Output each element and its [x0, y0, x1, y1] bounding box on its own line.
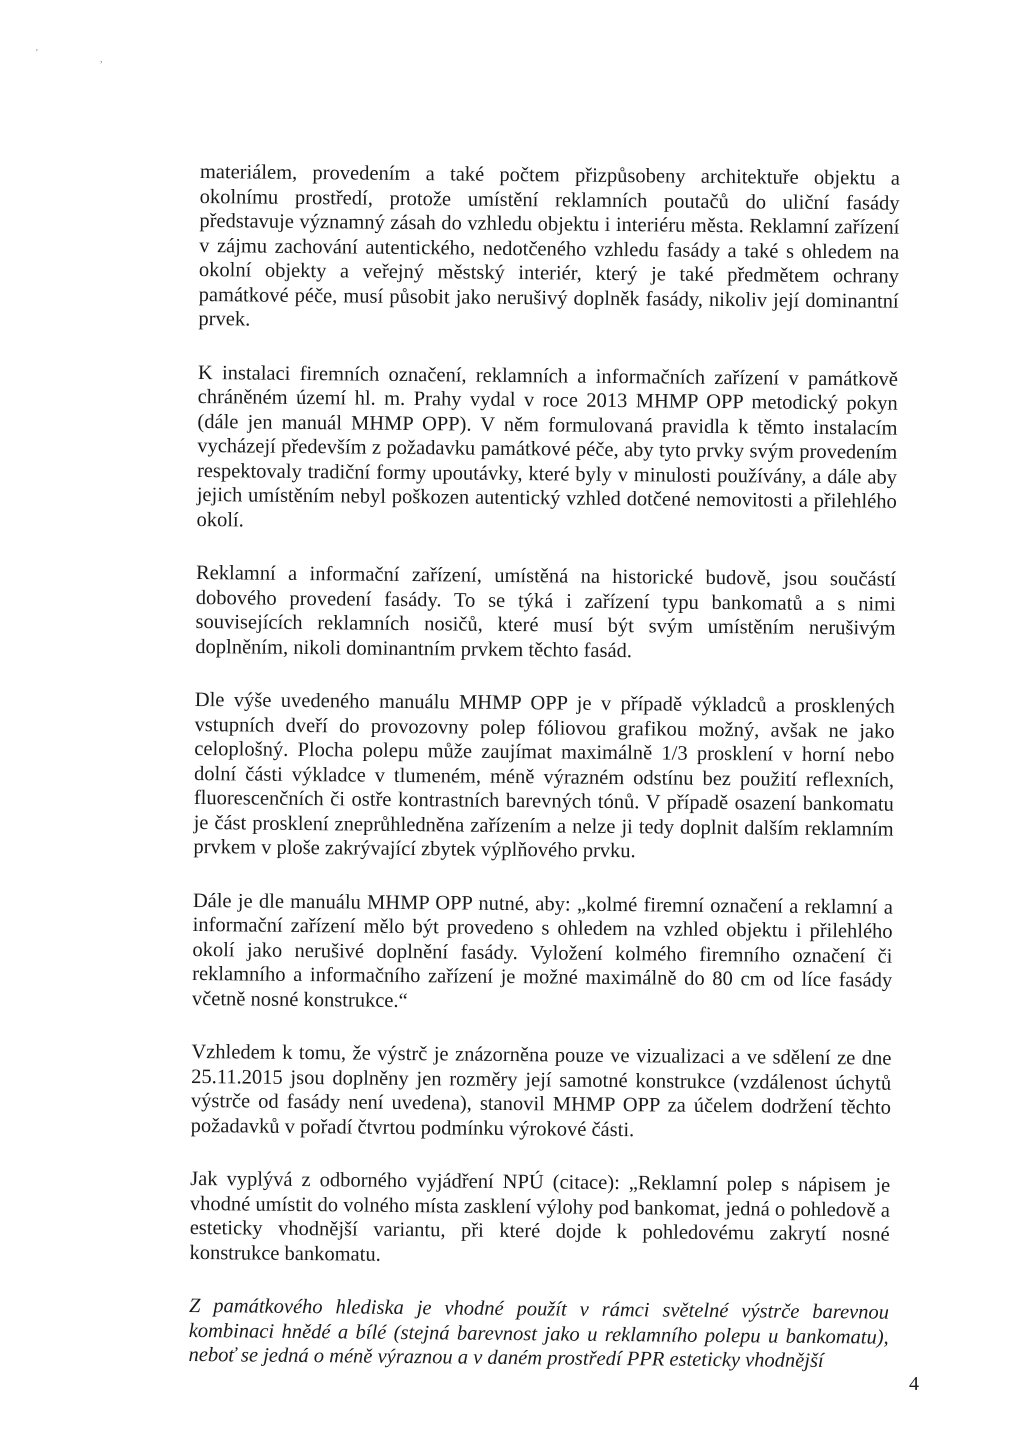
- paragraph-7-quote: Jak vyplývá z odborného vyjádření NPÚ (citace): „Reklamní polep s nápisem je vhodné umístit do volného místa zasklení výlohy pod bankomat, jedná o pohledově a esteticky vhodnější variantu, při které dojde k pohledovému zakrytí nosné konstrukce bankomatu.: [189, 1167, 891, 1266]
- paragraph-2: K instalaci firemních označení, reklamních a informačních zařízení v památkově chráněném území hl. m. Prahy vydal v roce 2013 MHMP OPP metodický pokyn (dále jen manuál MHMP OPP). V něm formulovaná pravidla k těmto instalacím vycházejí především z požadavku památkové péče, aby tyto prvky svým provedením respektovaly tradiční formy upoutávky, které byly v minulosti používány, a dále aby jejich umístěním nebyl poškozen autentický vzhled dotčené nemovitosti a přilehlého okolí.: [196, 361, 899, 531]
- paragraph-8-italic: Z památkového hlediska je vhodné použít v rámci světelné výstrče barevnou kombinaci hnědé a bílé (stejná barevnost jako u reklamního polepu u bankomatu), neboť se jedná o méně výraznou a v daném prostředí PPR esteticky vhodnější: [188, 1294, 890, 1373]
- paragraph-6: Vzhledem k tomu, že výstrč je znázorněna pouze ve vizualizaci a ve sdělení ze dne 25.11.2015 jsou doplněny jen rozměry její samotné konstrukce (vzdálenost úchytů výstrče od fasády není uvedena), stanovil MHMP OPP za účelem dodržení těchto požadavků v pořadí čtvrtou podmínku výrokové části.: [190, 1040, 892, 1141]
- scan-artifact: ': [36, 48, 38, 59]
- scan-artifact: ,: [100, 54, 103, 65]
- document-body: [188, 160, 900, 1403]
- paragraph-4: Dle výše uvedeného manuálu MHMP OPP je v případě výkladců a prosklených vstupních dveří do provozovny polep fóliovou grafikou možný, avšak ne jako celoplošný. Plocha polepu může zaujímat maximálně 1/3 prosklení v horní nebo dolní části výkladce v tlumeném, méně výrazném odstínu bez použití reflexních, fluorescenčních či ostře kontrastních barevných tónů. V případě osazení bankomatu je část prosklení zneprůhledněna zařízením a nelze ji tedy doplnit dalším reklamním prvkem v ploše zakrývající zbytek výplňového prvku.: [193, 688, 895, 863]
- page-number: 4: [909, 1373, 919, 1395]
- paragraph-3: Reklamní a informační zařízení, umístěná na historické budově, jsou součástí dobového provedení fasády. To se týká i zařízení typu bankomatů a s nimi souvisejících reklamních nosičů, které musí být svým umístěním nerušivým doplněním, nikoli dominantním prvkem těchto fasád.: [195, 561, 897, 662]
- paragraph-1: materiálem, provedením a také počtem přizpůsobeny architektuře objektu a okolnímu prostředí, protože umístění reklamních poutačů do uliční fasády představuje významný zásah do vzhledu objektu i interiéru města. Reklamní zařízení v zájmu zachování autentického, nedotčeného vzhledu fasády a také s ohledem na okolní objekty a veřejný městský interiér, který je také předmětem ochrany památkové péče, musí působit jako nerušivý doplněk fasády, nikoliv její dominantní prvek.: [198, 160, 900, 331]
- paragraph-5: Dále je dle manuálu MHMP OPP nutné, aby: „kolmé firemní označení a reklamní a informační zařízení mělo být provedeno s ohledem na vzhled objektu i přilehlého okolí jako nerušivé doplnění fasády. Vyložení kolmého firemního označení či reklamního a informačního zařízení je možné maximálně do 80 cm od líce fasády včetně nosné konstrukce.“: [191, 889, 893, 1012]
